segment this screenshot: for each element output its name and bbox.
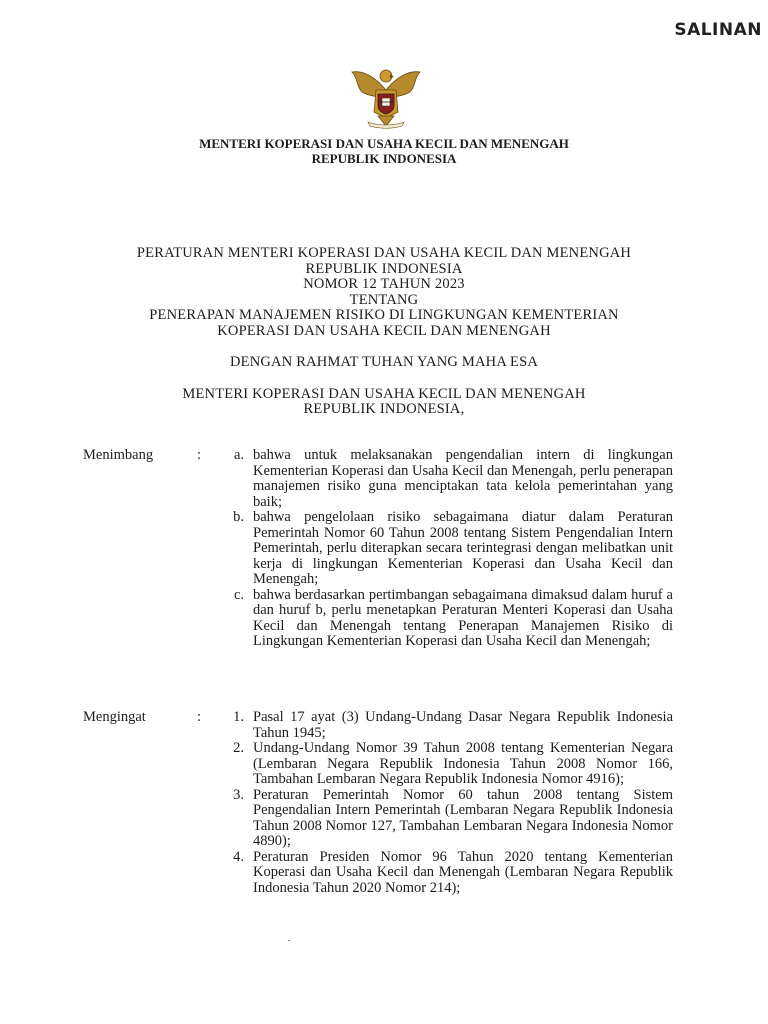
list-item [83,850,683,897]
issuer-line: MENTERI KOPERASI DAN USAHA KECIL DAN MENENGAH [182,385,586,402]
list-text: Peraturan Presiden Nomor 96 Tahun 2020 tentang Kementerian Koperasi dan Usaha Kecil dan Menengah (Lembaran Negara Republik Indonesia Tahun 2020 Nomor 214); [253,848,673,896]
list-item [83,710,683,741]
menimbang-section [83,448,683,650]
regulation-subject-line: KOPERASI DAN USAHA KECIL DAN MENENGAH [217,322,551,339]
section-colon: : [197,447,202,463]
section-colon: : [197,709,202,725]
regulation-title-line: PERATURAN MENTERI KOPERASI DAN USAHA KECIL DAN MENENGAH [136,245,632,261]
list-item [83,741,683,788]
regulation-heading [0,246,768,418]
section-label: Menimbang [83,447,154,463]
garuda-pancasila-emblem-icon [346,60,426,130]
regulation-subject-line: PENERAPAN MANAJEMEN RISIKO DI LINGKUNGAN KEMENTERIAN [149,307,619,323]
section-label: Mengingat [83,709,146,725]
ministry-header-line: REPUBLIK INDONESIA [311,151,457,166]
list-text: bahwa untuk melaksanakan pengendalian intern di lingkungan Kementerian Koperasi dan Usaha Kecil dan Menengah, perlu penerapan manajemen risiko guna menciptakan tata kelola pemerintahan yang baik; [253,447,673,510]
list-item [83,510,683,588]
list-item [83,788,683,850]
issuer-line: REPUBLIK INDONESIA, [303,401,465,417]
regulation-about: TENTANG [349,291,419,308]
list-marker: 4. [233,848,244,865]
list-marker: c. [233,586,244,603]
mengingat-section [83,710,683,896]
list-item [83,588,683,650]
list-marker: a. [233,447,244,463]
invocation: DENGAN RAHMAT TUHAN YANG MAHA ESA [229,354,539,370]
salinan-stamp: SALINAN [674,20,762,40]
list-marker: 3. [233,786,244,803]
list-marker: 2. [233,740,244,756]
ministry-header-line: MENTERI KOPERASI DAN USAHA KECIL DAN MENENGAH [199,136,569,151]
list-text: Peraturan Pemerintah Nomor 60 tahun 2008 tentang Sistem Pengendalian Intern Pemerintah (Lembaran Negara Republik Indonesia Tahun 2008 Nomor 127, Tambahan Lembaran Negara Indonesia Nomor 4890); [253,786,673,849]
list-text: bahwa berdasarkan pertimbangan sebagaimana dimaksud dalam huruf a dan huruf b, perlu menetapkan Peraturan Menteri Koperasi dan Usaha Kecil dan Menengah tentang Penerapan Manajemen Risiko di Lingkungan Kementerian Koperasi dan Usaha Kecil dan Menengah; [253,586,673,649]
list-text: Undang-Undang Nomor 39 Tahun 2008 tentang Kementerian Negara (Lembaran Negara Republik Indonesia Tahun 2008 Nomor 166, Tambahan Lembaran Negara Republik Indonesia Nomor 4916); [253,740,673,787]
regulation-number: NOMOR 12 TAHUN 2023 [303,276,465,292]
regulation-title-line: REPUBLIK INDONESIA [305,260,463,277]
list-marker: b. [233,509,244,525]
scan-speck [288,940,290,941]
list-marker: 1. [233,709,244,725]
list-item [83,448,683,510]
list-text: bahwa pengelolaan risiko sebagaimana diatur dalam Peraturan Pemerintah Nomor 60 Tahun 2008 tentang Sistem Pengendalian Intern Pemerintah, perlu diterapkan secara terintegrasi dengan melibatkan unit kerja di lingkungan Kementerian Koperasi dan Usaha Kecil dan Menengah; [253,509,673,587]
list-text: Pasal 17 ayat (3) Undang-Undang Dasar Negara Republik Indonesia Tahun 1945; [253,709,673,741]
ministry-header [0,136,768,166]
